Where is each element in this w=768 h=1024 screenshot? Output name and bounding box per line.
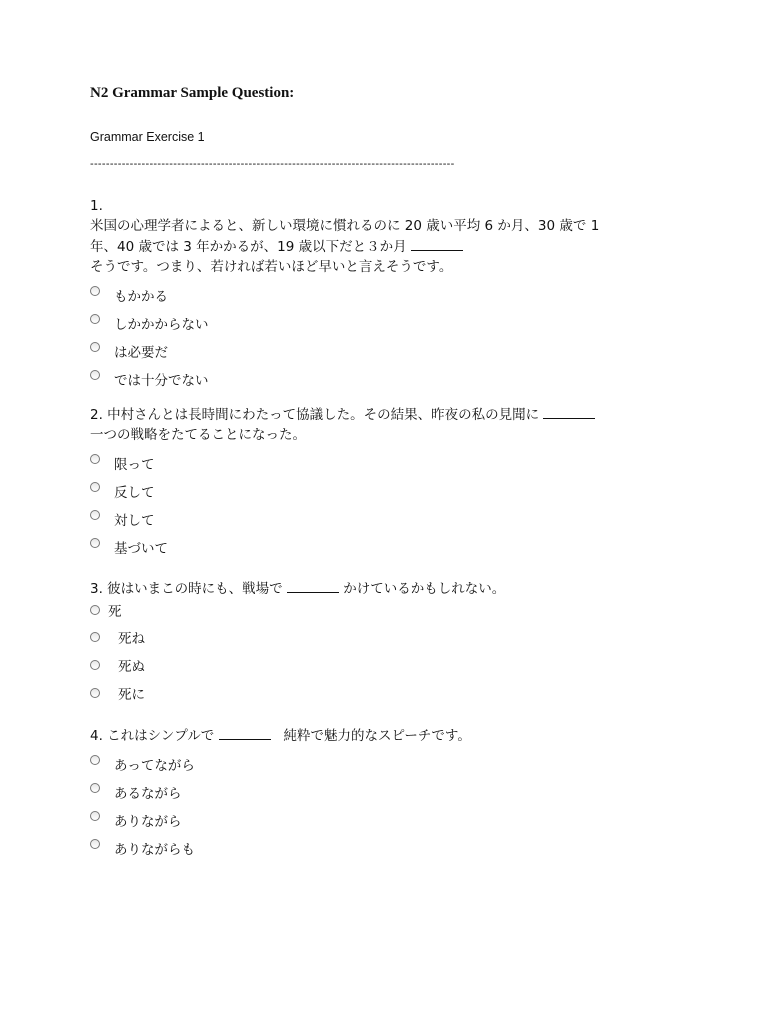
option-item[interactable] bbox=[90, 651, 670, 679]
radio-button[interactable] bbox=[90, 755, 100, 765]
question-4 bbox=[90, 725, 670, 862]
question-2-options bbox=[90, 449, 670, 561]
question-1-line-1: 米国の心理学者によると、新しい環境に慣れるのに 20 歳い平均 6 か月、30 歳で 1 bbox=[90, 218, 600, 234]
option-item[interactable] bbox=[90, 750, 670, 778]
option-label: では十分でない bbox=[114, 373, 209, 389]
question-4-options bbox=[90, 750, 670, 862]
answer-blank bbox=[411, 236, 463, 251]
option-item[interactable] bbox=[90, 834, 670, 862]
option-item[interactable] bbox=[90, 778, 670, 806]
question-4-prefix: 4. これはシンプルで bbox=[90, 728, 215, 744]
option-item[interactable] bbox=[90, 806, 670, 834]
option-label: あるながら bbox=[114, 786, 182, 802]
radio-button[interactable] bbox=[90, 632, 100, 642]
option-label: 限って bbox=[114, 457, 155, 473]
option-label: 死ぬ bbox=[118, 659, 145, 675]
option-item[interactable] bbox=[90, 309, 670, 337]
question-1 bbox=[90, 196, 670, 393]
question-3-suffix: かけているかもしれない。 bbox=[343, 581, 506, 597]
question-1-options bbox=[90, 281, 670, 393]
option-label: 反して bbox=[114, 485, 155, 501]
question-3-options bbox=[90, 597, 670, 707]
radio-button[interactable] bbox=[90, 688, 100, 698]
answer-blank bbox=[543, 404, 595, 419]
answer-blank bbox=[287, 578, 339, 593]
option-label: もかかる bbox=[114, 289, 168, 305]
option-label: 基づいて bbox=[114, 541, 168, 557]
question-1-number: 1. bbox=[90, 198, 103, 214]
option-label: 対して bbox=[114, 513, 155, 529]
question-1-line-2-text: 年、40 歳では 3 年かかるが、19 歳以下だと３か月 bbox=[90, 239, 407, 255]
exercise-subtitle: Grammar Exercise 1 bbox=[90, 130, 205, 144]
question-3-text bbox=[90, 578, 670, 599]
page-title: N2 Grammar Sample Question: bbox=[90, 85, 295, 101]
option-label: ありながら bbox=[114, 814, 182, 830]
radio-button[interactable] bbox=[90, 314, 100, 324]
question-3 bbox=[90, 578, 670, 707]
radio-button[interactable] bbox=[90, 286, 100, 296]
question-2-line-2: 一つの戦略をたてることになった。 bbox=[90, 427, 306, 443]
option-label: ありながらも bbox=[114, 842, 195, 858]
answer-blank bbox=[219, 725, 271, 740]
option-item[interactable] bbox=[90, 533, 670, 561]
option-label: 死に bbox=[118, 687, 145, 703]
question-1-text bbox=[90, 196, 670, 277]
dashed-divider: -------------------------------------------------------------------------------------------- bbox=[90, 158, 455, 170]
option-item[interactable] bbox=[90, 337, 670, 365]
question-1-line-3: そうです。つまり、若ければ若いほど早いと言えそうです。 bbox=[90, 259, 453, 275]
radio-button[interactable] bbox=[90, 342, 100, 352]
radio-button[interactable] bbox=[90, 454, 100, 464]
radio-button[interactable] bbox=[90, 482, 100, 492]
radio-button[interactable] bbox=[90, 510, 100, 520]
radio-button[interactable] bbox=[90, 538, 100, 548]
option-label: しかかからない bbox=[114, 317, 209, 333]
radio-button[interactable] bbox=[90, 783, 100, 793]
option-label: あってながら bbox=[114, 758, 195, 774]
option-item[interactable] bbox=[90, 597, 670, 623]
option-item[interactable] bbox=[90, 281, 670, 309]
radio-button[interactable] bbox=[90, 839, 100, 849]
question-2-text bbox=[90, 404, 670, 445]
question-3-prefix: 3. 彼はいまこの時にも、戦場で bbox=[90, 581, 283, 597]
radio-button[interactable] bbox=[90, 811, 100, 821]
option-item[interactable] bbox=[90, 449, 670, 477]
option-item[interactable] bbox=[90, 365, 670, 393]
option-item[interactable] bbox=[90, 505, 670, 533]
question-2 bbox=[90, 404, 670, 561]
question-1-line-2 bbox=[90, 236, 670, 257]
radio-button[interactable] bbox=[90, 370, 100, 380]
question-2-line-1 bbox=[90, 404, 670, 425]
option-item[interactable] bbox=[90, 477, 670, 505]
option-label: は必要だ bbox=[114, 345, 168, 361]
radio-button[interactable] bbox=[90, 605, 100, 615]
question-4-text bbox=[90, 725, 670, 746]
question-2-prefix: 2. 中村さんとは長時間にわたって協議した。その結果、昨夜の私の見聞に bbox=[90, 407, 540, 423]
question-4-suffix: 純粋で魅力的なスピーチです。 bbox=[283, 728, 471, 744]
question-4-line-1 bbox=[90, 725, 670, 746]
radio-button[interactable] bbox=[90, 660, 100, 670]
option-label: 死ね bbox=[118, 631, 145, 647]
option-item[interactable] bbox=[90, 623, 670, 651]
option-item[interactable] bbox=[90, 679, 670, 707]
question-3-line-1 bbox=[90, 578, 670, 599]
option-label: 死 bbox=[108, 604, 122, 620]
